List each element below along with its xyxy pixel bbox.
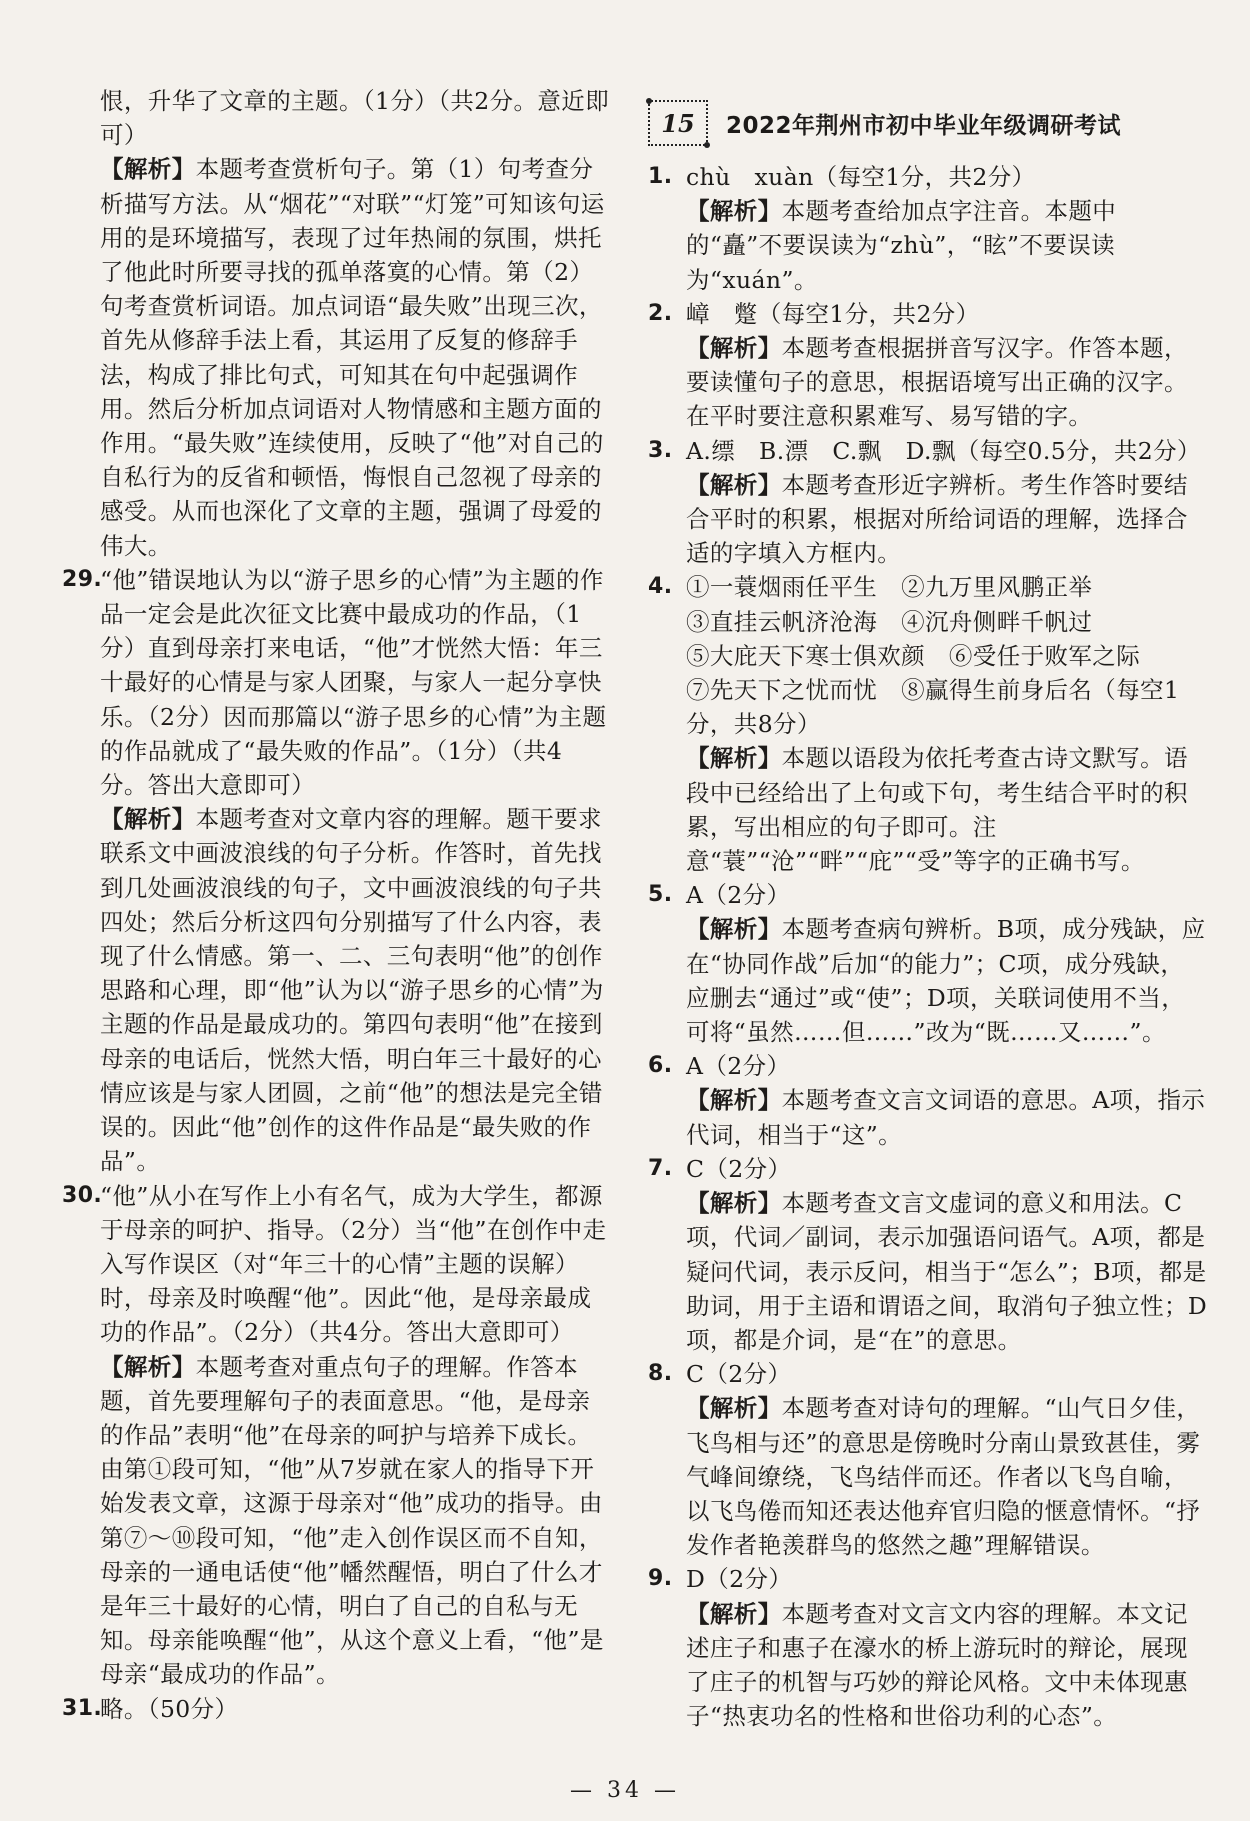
analysis-text: 【解析】本题考查文言文词语的意思。A项，指示代词，相当于“这”。 <box>686 1086 1206 1149</box>
answer-text: 嶂 蹩（每空1分，共2分） <box>686 299 980 328</box>
question-number: 9. <box>648 1566 673 1592</box>
question-number: 29. <box>62 566 103 592</box>
continuation-analysis: 【解析】本题考查赏析句子。第（1）句考查分析描写方法。从“烟花”“对联”“灯笼”可知该句运用的是环境描写，表现了过年热闹的氛围，烘托了他此时所要寻找的孤单落寞的心情。第（2）句考查赏析词语。加点词语“最失败”出现三次，首先从修辞手法上看，其运用了反复的修辞手法，构成了排比句式，可知其在句中起强调作用。然后分析加点词语对人物情感和主题方面的作用。“最失败”连续使用，反映了“他”对自己的自私行为的反省和顿悟，悔恨自己忽视了母亲的感受。从而也深化了文章的主题，强调了母爱的伟大。 <box>100 155 605 560</box>
question-7 <box>648 1152 1208 1357</box>
answer-text: A（2分） <box>686 881 791 910</box>
analysis-label: 【解析】 <box>686 1189 782 1218</box>
question-number: 2. <box>648 300 673 326</box>
question-number: 8. <box>648 1361 673 1387</box>
analysis-text: 【解析】本题考查根据拼音写汉字。作答本题，要读懂句子的意思，根据语境写出正确的汉字。在平时要注意积累难写、易写错的字。 <box>686 334 1188 431</box>
question-31 <box>62 1692 610 1726</box>
analysis-label: 【解析】 <box>686 470 782 499</box>
question-8 <box>648 1357 1208 1562</box>
question-3 <box>648 434 1208 571</box>
question-1 <box>648 160 1208 297</box>
answer-text: A.缥 B.漂 C.飘 D.飘（每空0.5分，共2分） <box>686 436 1201 465</box>
question-number: 5. <box>648 882 673 908</box>
analysis-text: 【解析】本题考查文言文虚词的意义和用法。C项，代词／副词，表示加强语问语气。A项，都是疑问代词，表示反问，相当于“怎么”；B项，都是助词，用于主语和谓语之间，取消句子独立性；D项，都是介词，是“在”的意思。 <box>686 1189 1208 1354</box>
analysis-label: 【解析】 <box>686 1086 782 1115</box>
answer-text: C（2分） <box>686 1154 792 1183</box>
answer-line: ⑤大庇天下寒士俱欢颜 ⑥受任于败军之际 <box>686 641 1141 670</box>
answer-text: D（2分） <box>686 1565 793 1594</box>
answer-text: 略。（50分） <box>100 1694 239 1723</box>
analysis-text: 【解析】本题以语段为依托考查古诗文默写。语段中已经给出了上句或下句，考生结合平时的积累，写出相应的句子即可。注意“蓑”“沧”“畔”“庇”“受”等字的正确书写。 <box>686 744 1188 876</box>
analysis-text: 【解析】本题考查对文言文内容的理解。本文记述庄子和惠子在濠水的桥上游玩时的辩论，展现了庄子的机智与巧妙的辩论风格。文中未体现惠子“热衷功名的性格和世俗功利的心态”。 <box>686 1599 1188 1731</box>
answer-line: ③直挂云帆济沧海 ④沉舟侧畔千帆过 <box>686 607 1093 636</box>
question-number: 31. <box>62 1695 103 1721</box>
question-number: 4. <box>648 574 673 600</box>
continuation-answer: 恨，升华了文章的主题。（1分）（共2分。意近即可） <box>100 87 610 150</box>
question-29 <box>62 563 610 1179</box>
analysis-label: 【解析】 <box>686 334 782 363</box>
analysis-label: 【解析】 <box>686 1599 782 1628</box>
answer-text: A（2分） <box>686 1052 791 1081</box>
analysis-label: 【解析】 <box>100 805 196 834</box>
analysis-text: 【解析】本题考查对重点句子的理解。作答本题，首先要理解句子的表面意思。“他，是母亲的作品”表明“他”在母亲的呵护与培养下成长。由第①段可知，“他”从7岁就在家人的指导下开始发表文章，这源于母亲对“他”成功的指导。由第⑦～⑩段可知，“他”走入创作误区而不自知，母亲的一通电话使“他”幡然醒悟，明白了什么才是年三十最好的心情，明白了自己的自私与无知。母亲能唤醒“他”，从这个意义上看，“他”是母亲“最成功的作品”。 <box>100 1352 604 1689</box>
analysis-text: 【解析】本题考查对诗句的理解。“山气日夕佳，飞鸟相与还”的意思是傍晚时分南山景致甚佳，雾气峰间缭绕，飞鸟结伴而还。作者以飞鸟自喻，以飞鸟倦而知还表达他弃官归隐的惬意情怀。“抒发作者艳羡群鸟的悠然之趣”理解错误。 <box>686 1394 1201 1560</box>
question-4 <box>648 570 1208 878</box>
question-6 <box>648 1049 1208 1152</box>
question-2 <box>648 297 1208 434</box>
analysis-text: 【解析】本题考查给加点字注音。本题中的“矗”不要误读为“zhù”，“眩”不要误读为“xuán”。 <box>686 197 1117 294</box>
analysis-label: 【解析】 <box>686 744 782 773</box>
exam-header <box>648 100 1208 146</box>
analysis-label: 【解析】 <box>686 1394 782 1423</box>
question-number: 7. <box>648 1155 673 1181</box>
question-number: 30. <box>62 1182 103 1208</box>
exam-title: 2022年荆州市初中毕业年级调研考试 <box>726 112 1122 139</box>
answer-line: ①一蓑烟雨任平生 ②九万里风鹏正举 <box>686 573 1093 602</box>
answer-text: “他”错误地认为以“游子思乡的心情”为主题的作品一定会是此次征文比赛中最成功的作品，（1分）直到母亲打来电话，“他”才恍然大悟：年三十最好的心情是与家人团聚，与家人一起分享快乐。（2分）因而那篇以“游子思乡的心情”为主题的作品就成了“最失败的作品”。（1分）（共4分。答出大意即可） <box>100 565 607 800</box>
analysis-label: 【解析】 <box>686 915 782 944</box>
question-number: 1. <box>648 164 673 189</box>
analysis-text: 【解析】本题考查形近字辨析。考生作答时要结合平时的积累，根据对所给词语的理解，选择合适的字填入方框内。 <box>686 470 1188 568</box>
exam-number-badge: 15 <box>648 100 708 146</box>
answer-text: C（2分） <box>686 1360 792 1389</box>
page-number: — 34 — <box>570 1778 680 1803</box>
left-column <box>62 84 610 1726</box>
analysis-label: 【解析】 <box>100 155 196 184</box>
question-30 <box>62 1179 610 1692</box>
analysis-text: 【解析】本题考查对文章内容的理解。题干要求联系文中画波浪线的句子分析。作答时，首先找到几处画波浪线的句子，文中画波浪线的句子共四处；然后分析这四句分别描写了什么内容，表现了什么情感。第一、二、三句表明“他”的创作思路和心理，即“他”认为以“游子思乡的心情”为主题的作品是最成功的。第四句表明“他”在接到母亲的电话后，恍然大悟，明白年三十最好的心情应该是与家人团圆，之前“他”的想法是完全错误的。因此“他”创作的这件作品是“最失败的作品”。 <box>100 805 604 1176</box>
answer-line: ⑦先天下之忧而忧 ⑧赢得生前身后名（每空1分，共8分） <box>686 676 1180 739</box>
question-5 <box>648 878 1208 1049</box>
answer-text: “他”从小在写作上小有名气，成为大学生，都源于母亲的呵护、指导。（2分）当“他”在创作中走入写作误区（对“年三十的心情”主题的误解）时，母亲及时唤醒“他”。因此“他，是母亲最成功的作品”。（2分）（共4分。答出大意即可） <box>100 1181 607 1347</box>
analysis-label: 【解析】 <box>686 197 782 226</box>
analysis-text: 【解析】本题考查病句辨析。B项，成分残缺，应在“协同作战”后加“的能力”；C项，成分残缺，应删去“通过”或“使”；D项，关联词使用不当，可将“虽然……但……”改为“既……又……”。 <box>686 915 1206 1047</box>
answer-text: chù xuàn（每空1分，共2分） <box>686 163 1036 191</box>
question-number: 3. <box>648 437 673 463</box>
analysis-label: 【解析】 <box>100 1352 196 1381</box>
question-9 <box>648 1562 1208 1733</box>
question-number: 6. <box>648 1053 673 1079</box>
right-column <box>648 160 1208 1733</box>
